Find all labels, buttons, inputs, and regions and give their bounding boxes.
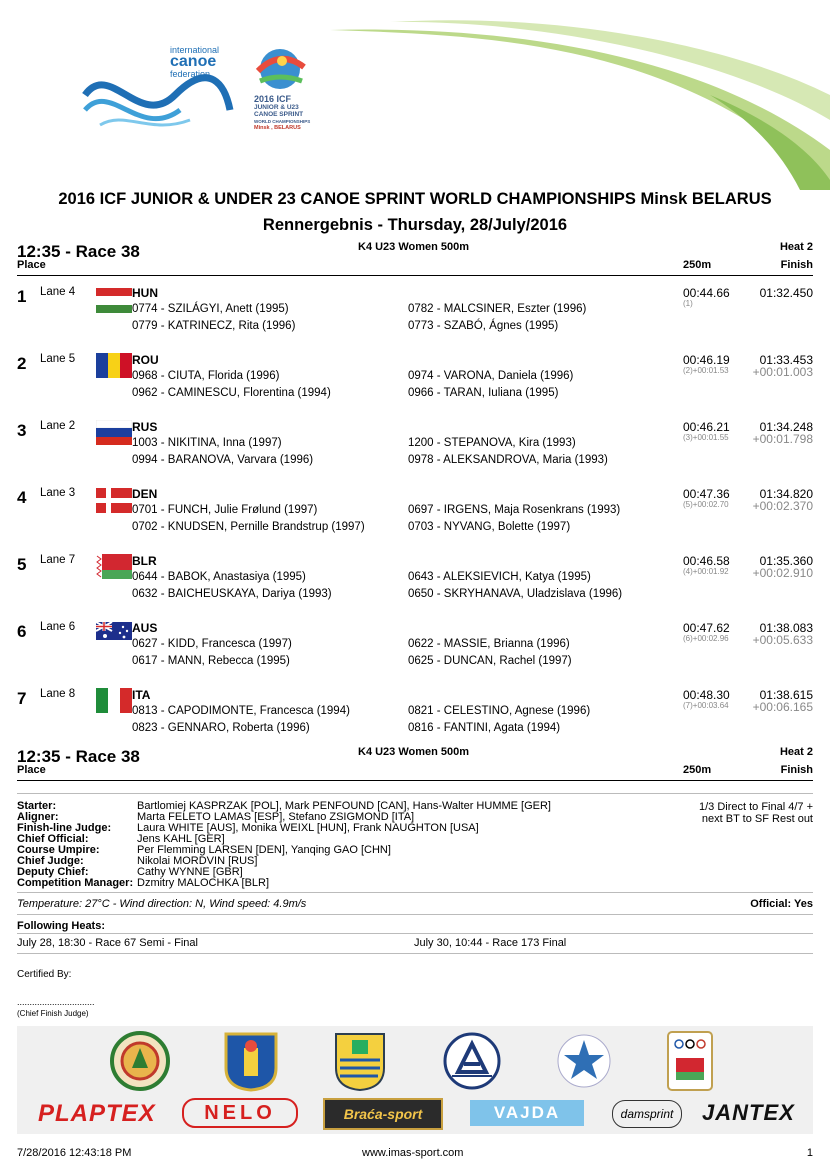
finish-time: 01:34.248: [759, 420, 813, 434]
official-names: Bartlomiej KASPRZAK [POL], Mark PENFOUND [CAN], Hans-Walter HUMME [GER]: [137, 800, 551, 812]
crew-member: 0627 - KIDD, Francesca (1997): [132, 638, 292, 650]
crew-member: 0622 - MASSIE, Brianna (1996): [408, 638, 570, 650]
certified-label: Certified By:: [17, 969, 72, 980]
finish-behind: +00:05.633: [752, 633, 813, 647]
icf-logo: [80, 40, 235, 140]
official-status: Official: Yes: [750, 898, 813, 910]
page-title: 2016 ICF JUNIOR & UNDER 23 CANOE SPRINT WORLD CHAMPIONSHIPS Minsk BELARUS: [58, 190, 772, 208]
official-role: Chief Official:: [17, 833, 89, 845]
crew-member: 0701 - FUNCH, Julie Frølund (1997): [132, 504, 318, 516]
crew-member: 0994 - BARANOVA, Varvara (1996): [132, 454, 314, 466]
green-swoosh: [330, 0, 830, 190]
crew-member: 0823 - GENNARO, Roberta (1996): [132, 722, 310, 734]
official-names: Jens KAHL [GER]: [137, 833, 225, 845]
crew-member: 0644 - BABOK, Anastasiya (1995): [132, 571, 306, 583]
website-link[interactable]: www.imas-sport.com: [362, 1147, 464, 1159]
result-place: 3: [17, 421, 27, 440]
result-nation: ITA: [132, 688, 151, 702]
crew-member: 0774 - SZILÁGYI, Anett (1995): [132, 303, 289, 315]
flag-hun-icon: [96, 288, 132, 313]
official-role: Course Umpire:: [17, 844, 100, 856]
event-logo: [250, 45, 312, 135]
official-role: Deputy Chief:: [17, 866, 89, 878]
coat-of-arms-icon: [110, 1030, 170, 1092]
sponsor-logo-plaptex: PLAPTEX: [38, 1100, 156, 1127]
progression-line: 1/3 Direct to Final 4/7 +: [698, 801, 813, 813]
split-250m: 00:44.66: [683, 286, 730, 300]
olympic-committee-icon: [666, 1030, 714, 1092]
result-place: 7: [17, 689, 27, 708]
crew-member: 0962 - CAMINESCU, Florentina (1994): [132, 387, 331, 399]
crew-member: 0974 - VARONA, Daniela (1996): [408, 370, 574, 382]
header-rule: [17, 275, 813, 276]
header-rule-repeat: [17, 780, 813, 781]
finish-behind: +00:02.910: [752, 566, 813, 580]
split-rank: (6)+00:02.96: [683, 634, 729, 643]
finish-behind: +00:02.370: [752, 499, 813, 513]
following-heat-left: July 28, 18:30 - Race 67 Semi - Final: [17, 937, 198, 949]
official-names: Dzmitry MALOCHKA [BLR]: [137, 877, 270, 889]
signature-line: ...............................: [17, 997, 95, 1007]
star-emblem-icon: [556, 1032, 612, 1090]
result-lane: Lane 8: [40, 688, 76, 700]
crew-member: 0702 - KNUDSEN, Pernille Brandstrup (1997): [132, 521, 365, 533]
flag-ita-icon: [96, 688, 132, 713]
progression-line: next BT to SF Rest out: [701, 813, 813, 825]
result-nation: BLR: [132, 554, 157, 568]
progression-rules: [640, 801, 813, 825]
event-logo-line3: CANOE SPRINT: [254, 111, 304, 118]
following-rule: [17, 933, 813, 934]
minsk-emblem-icon: [222, 1030, 280, 1092]
place-label: Place: [17, 259, 46, 271]
conditions-rule-top: [17, 892, 813, 893]
icf-logo-line3: federation: [170, 69, 211, 79]
race-event-repeat: K4 U23 Women 500m: [358, 746, 470, 758]
icf-logo-line2: canoe: [170, 53, 217, 70]
col-250m-label: 250m: [683, 259, 712, 271]
official-role: Aligner:: [17, 811, 59, 823]
split-250m: 00:46.21: [683, 420, 730, 434]
result-row: [0, 687, 830, 747]
split-rank: (2)+00:01.53: [683, 366, 729, 375]
race-heat: Heat 2: [779, 241, 813, 253]
finish-time: 01:35.360: [759, 554, 813, 568]
result-nation: HUN: [132, 286, 158, 300]
crew-member: 1200 - STEPANOVA, Kira (1993): [408, 437, 576, 449]
result-place: 1: [17, 287, 27, 306]
finish-time: 01:38.083: [759, 621, 813, 635]
official-names: Cathy WYNNE [GBR]: [137, 866, 243, 878]
col-finish-label: Finish: [780, 259, 813, 271]
finish-behind: +00:06.165: [752, 700, 813, 714]
result-lane: Lane 6: [40, 621, 76, 633]
crew-member: 0650 - SKRYHANAVA, Uladzislava (1996): [408, 588, 623, 600]
flag-blr-icon: [96, 554, 132, 579]
result-place: 5: [17, 555, 27, 574]
split-rank: (3)+00:01.55: [683, 433, 729, 442]
place-label-repeat: Place: [17, 764, 46, 776]
result-lane: Lane 7: [40, 554, 76, 566]
split-250m: 00:47.62: [683, 621, 730, 635]
result-nation: ROU: [132, 353, 159, 367]
result-place: 2: [17, 354, 27, 373]
following-heat-right: July 30, 10:44 - Race 173 Final: [414, 937, 567, 949]
result-nation: AUS: [132, 621, 158, 635]
finish-time: 01:38.615: [759, 688, 813, 702]
result-lane: Lane 5: [40, 353, 76, 365]
sponsor-logo-vajda: VAJDA: [470, 1100, 584, 1126]
crew-member: 0782 - MALCSINER, Eszter (1996): [408, 303, 587, 315]
sponsor-logo-braca-sport: Braća-sport: [323, 1098, 443, 1130]
flag-den-icon: [96, 488, 132, 513]
official-role: Finish-line Judge:: [17, 822, 112, 834]
crew-member: 0821 - CELESTINO, Agnese (1996): [408, 705, 591, 717]
federation-emblem-icon: [442, 1030, 502, 1092]
split-rank: (5)+00:02.70: [683, 500, 729, 509]
city-emblem-icon: [332, 1030, 388, 1092]
following-heats-label: Following Heats:: [17, 920, 105, 932]
result-row: [0, 620, 830, 680]
race-time-number-repeat: 12:35 - Race 38: [17, 747, 140, 766]
result-lane: Lane 3: [40, 487, 76, 499]
officials-block: [17, 801, 717, 889]
crew-member: 0632 - BAICHEUSKAYA, Dariya (1993): [132, 588, 332, 600]
result-nation: RUS: [132, 420, 158, 434]
sponsor-logo-damsprint: damsprint: [612, 1100, 682, 1128]
finish-time: 01:34.820: [759, 487, 813, 501]
official-names: Per Flemming LARSEN [DEN], Yanqing GAO [CHN]: [137, 844, 391, 856]
result-row: [0, 553, 830, 613]
sponsor-logo-nelo: NELO: [182, 1098, 298, 1128]
following-rule-bottom: [17, 953, 813, 954]
page-number: 1: [806, 1147, 813, 1159]
crew-member: 0966 - TARAN, Iuliana (1995): [408, 387, 559, 399]
crew-member: 0625 - DUNCAN, Rachel (1997): [408, 655, 572, 667]
crew-member: 0617 - MANN, Rebecca (1995): [132, 655, 290, 667]
event-logo-line5: Minsk , BELARUS: [254, 125, 301, 131]
official-names: Nikolai MORDVIN [RUS]: [137, 855, 258, 867]
result-lane: Lane 4: [40, 286, 76, 298]
crew-member: 0773 - SZABÓ, Ágnes (1995): [408, 320, 559, 332]
finish-time: 01:33.453: [759, 353, 813, 367]
crew-member: 0697 - IRGENS, Maja Rosenkrans (1993): [408, 504, 621, 516]
split-250m: 00:48.30: [683, 688, 730, 702]
result-nation: DEN: [132, 487, 158, 501]
finish-time: 01:32.450: [759, 286, 813, 300]
crew-member: 1003 - NIKITINA, Inna (1997): [132, 437, 282, 449]
print-timestamp: 7/28/2016 12:43:18 PM: [17, 1147, 132, 1159]
result-place: 4: [17, 488, 27, 507]
official-role: Competition Manager:: [17, 877, 134, 889]
result-lane: Lane 2: [40, 420, 76, 432]
event-logo-line1: 2016 ICF: [254, 94, 292, 104]
col-250m-label-repeat: 250m: [683, 764, 712, 776]
split-250m: 00:46.19: [683, 353, 730, 367]
flag-rou-icon: [96, 353, 132, 378]
official-role: Starter:: [17, 800, 57, 812]
event-logo-line4: WORLD CHAMPIONSHIPS: [254, 119, 311, 124]
chief-judge-role: (Chief Finish Judge): [17, 1009, 89, 1018]
result-row: [0, 419, 830, 479]
flag-aus-icon: [96, 622, 132, 640]
officials-rule: [17, 793, 813, 794]
result-row: [0, 352, 830, 412]
crew-member: 0643 - ALEKSIEVICH, Katya (1995): [408, 571, 591, 583]
split-rank: (7)+00:03.64: [683, 701, 729, 710]
page-subtitle: Rennergebnis - Thursday, 28/July/2016: [262, 216, 568, 234]
icf-logo-line1: international: [170, 45, 220, 55]
crew-member: 0978 - ALEKSANDROVA, Maria (1993): [408, 454, 608, 466]
flag-rus-icon: [96, 420, 132, 445]
finish-behind: +00:01.003: [752, 365, 813, 379]
finish-behind: +00:01.798: [752, 432, 813, 446]
official-names: Laura WHITE [AUS], Monika WEIXL [HUN], Frank NAUGHTON [USA]: [137, 822, 479, 834]
race-time-number: 12:35 - Race 38: [17, 242, 140, 261]
race-heat-repeat: Heat 2: [779, 746, 813, 758]
event-logo-line2: JUNIOR & U23: [254, 104, 299, 111]
official-names: Marta FELETO LAMAS [ESP], Stefano ZSIGMOND [ITA]: [137, 811, 415, 823]
crew-member: 0779 - KATRINECZ, Rita (1996): [132, 320, 296, 332]
sponsor-logo-jantex: JANTEX: [702, 1100, 795, 1125]
conditions-rule-bottom: [17, 914, 813, 915]
result-row: [0, 486, 830, 546]
crew-member: 0816 - FANTINI, Agata (1994): [408, 722, 561, 734]
race-event: K4 U23 Women 500m: [358, 241, 470, 253]
result-row: [0, 285, 830, 345]
crew-member: 0813 - CAPODIMONTE, Francesca (1994): [132, 705, 350, 717]
split-250m: 00:47.36: [683, 487, 730, 501]
result-place: 6: [17, 622, 27, 641]
split-rank: (4)+00:01.92: [683, 567, 729, 576]
official-role: Chief Judge:: [17, 855, 84, 867]
crew-member: 0968 - CIUTA, Florida (1996): [132, 370, 280, 382]
weather-conditions: Temperature: 27°C - Wind direction: N, Wind speed: 4.9m/s: [17, 898, 307, 910]
crew-member: 0703 - NYVANG, Bolette (1997): [408, 521, 571, 533]
split-250m: 00:46.58: [683, 554, 730, 568]
col-finish-label-repeat: Finish: [780, 764, 813, 776]
split-rank: (1): [683, 299, 693, 308]
